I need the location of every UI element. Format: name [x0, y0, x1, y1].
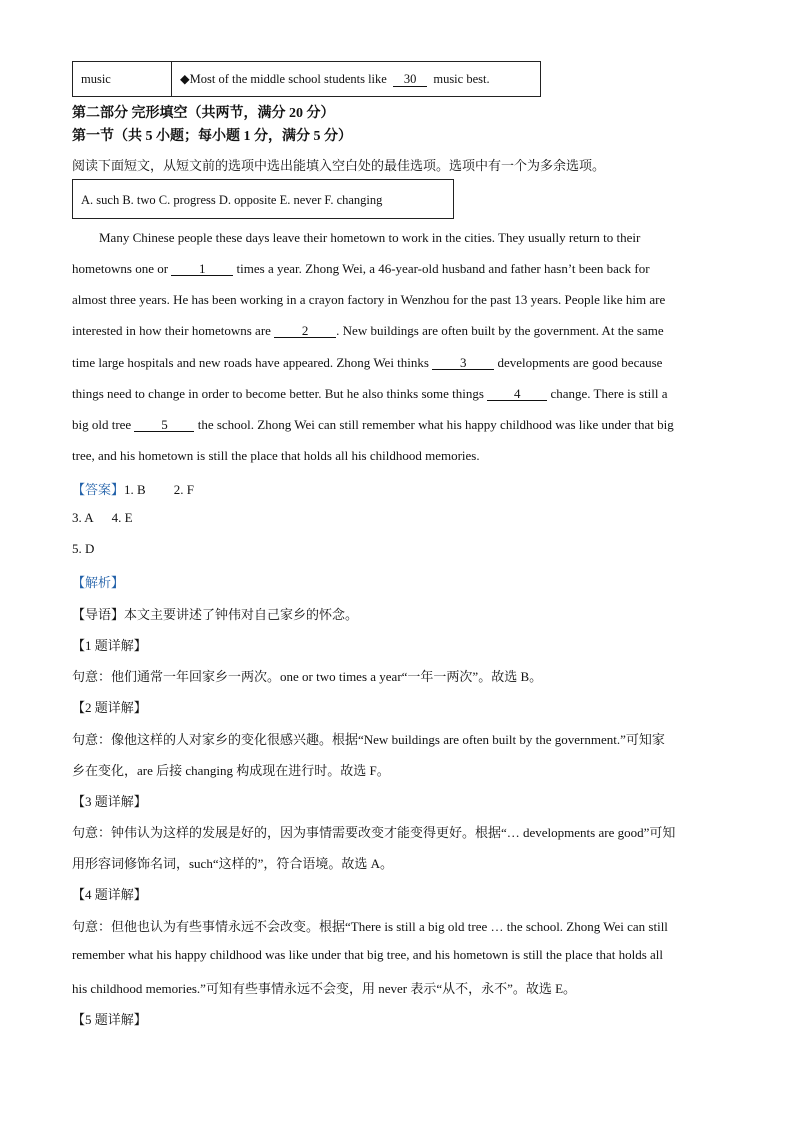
options-box: A. such B. two C. progress D. opposite E. never F. changing: [72, 179, 454, 219]
table-cell-sentence: ◆Most of the middle school students like 30 music best.: [172, 62, 541, 97]
q1-text: 句意：他们通常一年回家乡一两次。one or two times a year“一年一两次”。故选 B。: [72, 669, 543, 684]
q2-text: 句意：像他这样的人对家乡的变化很感兴趣。根据“New buildings are often built by the government.”可知家: [72, 732, 665, 747]
passage-line: interested in how their hometowns are 2 . New buildings are often built by the government. At the same: [72, 323, 664, 338]
section-title-cloze: 第二部分 完形填空（共两节，满分 20 分）: [72, 106, 335, 121]
section-title-part1: 第一节（共 5 小题；每小题 1 分，满分 5 分）: [72, 129, 352, 144]
passage-line: things need to change in order to become better. But he also thinks some things 4 change. There is still a: [72, 386, 668, 401]
q4-title: 【4 题详解】: [72, 887, 147, 902]
analysis-tag: 【解析】: [72, 575, 125, 590]
diamond-bullet-icon: ◆: [180, 72, 190, 86]
vocab-table: [72, 61, 541, 97]
answer-line: 3. A 4. E: [72, 510, 133, 525]
blank-4: 4: [487, 387, 547, 401]
q4-text: 句意：但他也认为有些事情永远不会改变。根据“There is still a big old tree … the school. Zhong Wei can still: [72, 919, 668, 934]
answer-line: 【答案】1. B 2. F: [72, 482, 194, 497]
q1-title: 【1 题详解】: [72, 638, 147, 653]
q4-text: his childhood memories.”可知有些事情永远不会变，用 never 表示“从不，永不”。故选 E。: [72, 981, 577, 996]
passage-line: almost three years. He has been working in a crayon factory in Wenzhou for the past 13 years. People like him are: [72, 292, 666, 307]
q2-text: 乡在变化，are 后接 changing 构成现在进行时。故选 F。: [72, 763, 390, 778]
blank-5: 5: [134, 418, 194, 432]
guide-line: 【导语】本文主要讲述了钟伟对自己家乡的怀念。: [72, 607, 359, 622]
blank-3: 3: [432, 356, 494, 370]
passage-line: time large hospitals and new roads have appeared. Zhong Wei thinks 3 developments are good because: [72, 355, 663, 370]
passage-line: tree, and his hometown is still the place that holds all his childhood memories.: [72, 448, 480, 463]
answer-tag: 【答案】: [72, 482, 125, 497]
passage-line: Many Chinese people these days leave their hometown to work in the cities. They usually return to their: [99, 230, 641, 245]
table-cell-word: music: [73, 62, 172, 97]
instruction-text: 阅读下面短文，从短文前的选项中选出能填入空白处的最佳选项。选项中有一个为多余选项。: [72, 158, 606, 173]
passage-line: hometowns one or 1 times a year. Zhong Wei, a 46-year-old husband and father hasn’t been back for: [72, 261, 650, 276]
blank-1: 1: [171, 262, 233, 276]
blank-2: 2: [274, 324, 336, 338]
passage-line: big old tree 5 the school. Zhong Wei can still remember what his happy childhood was like under that big: [72, 417, 674, 432]
answer-line: 5. D: [72, 541, 95, 556]
blank-30: 30: [393, 73, 427, 87]
table-row: [73, 62, 541, 97]
q5-title: 【5 题详解】: [72, 1012, 147, 1027]
q3-text: 句意：钟伟认为这样的发展是好的，因为事情需要改变才能变得更好。根据“… developments are good”可知: [72, 825, 676, 840]
q3-title: 【3 题详解】: [72, 794, 147, 809]
q2-title: 【2 题详解】: [72, 700, 147, 715]
q3-text: 用形容词修饰名词，such“这样的”，符合语境。故选 A。: [72, 856, 394, 871]
q4-text: remember what his happy childhood was like under that big tree, and his hometown is still the place that holds all: [72, 947, 664, 962]
